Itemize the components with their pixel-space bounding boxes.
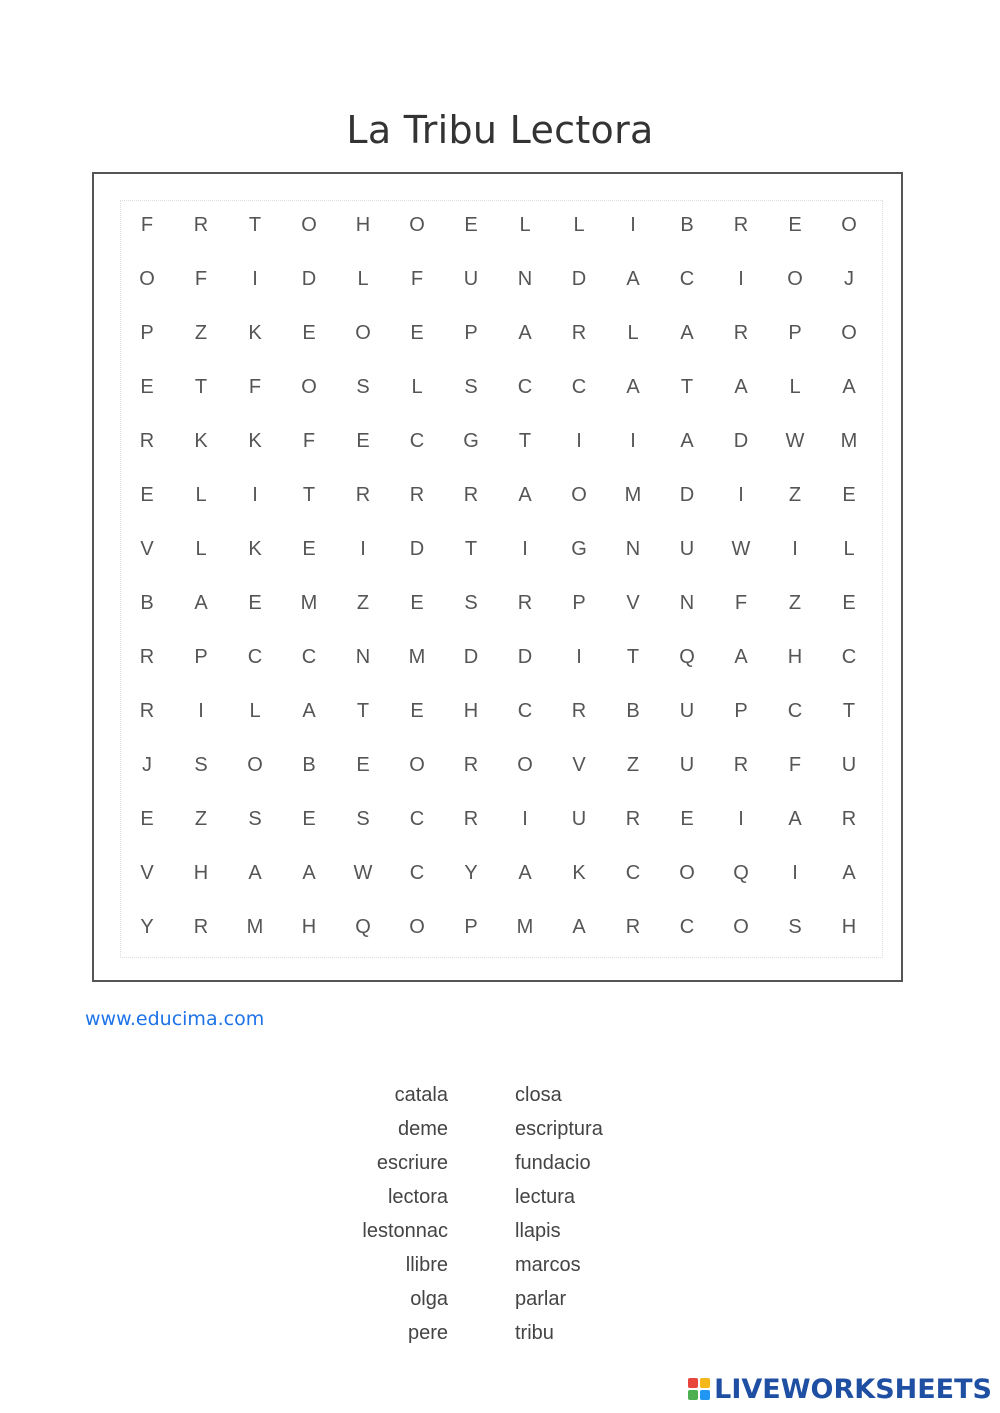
grid-letter-r11-c8[interactable]: O: [517, 754, 533, 776]
word-list-item: lectura: [515, 1186, 576, 1208]
grid-letter-r14-c14[interactable]: H: [841, 916, 857, 938]
grid-letter-r7-c12[interactable]: W: [731, 538, 751, 560]
grid-letter-r7-c6[interactable]: D: [409, 538, 425, 560]
grid-letter-r10-c3[interactable]: L: [249, 700, 261, 722]
word-list-item: pere: [407, 1322, 448, 1344]
grid-letter-r3-c2[interactable]: Z: [194, 322, 208, 344]
grid-letter-r13-c8[interactable]: A: [518, 862, 532, 884]
grid-letter-r1-c10[interactable]: I: [630, 214, 636, 236]
grid-letter-r6-c6[interactable]: R: [409, 484, 425, 506]
grid-letter-r3-c1[interactable]: P: [140, 322, 154, 344]
grid-letter-r10-c10[interactable]: B: [626, 700, 640, 722]
grid-letter-r14-c7[interactable]: P: [464, 916, 478, 938]
grid-letter-r2-c4[interactable]: D: [301, 268, 317, 290]
grid-letter-r6-c5[interactable]: R: [355, 484, 371, 506]
grid-letter-r5-c11[interactable]: A: [680, 430, 694, 452]
grid-letter-r3-c9[interactable]: R: [571, 322, 587, 344]
grid-letter-r9-c4[interactable]: C: [301, 646, 317, 668]
grid-letter-r12-c7[interactable]: R: [463, 808, 479, 830]
grid-letter-r11-c14[interactable]: U: [841, 754, 857, 776]
grid-letter-r2-c5[interactable]: L: [357, 268, 369, 290]
grid-letter-r11-c3[interactable]: O: [247, 754, 263, 776]
grid-letter-r6-c9[interactable]: O: [571, 484, 587, 506]
liveworksheets-wordmark: LIVEWORKSHEETS: [714, 1373, 992, 1405]
page-title: La Tribu Lectora: [346, 108, 654, 152]
grid-letter-r8-c7[interactable]: S: [464, 592, 478, 614]
grid-letter-r12-c5[interactable]: S: [356, 808, 370, 830]
grid-letter-r4-c3[interactable]: F: [248, 376, 262, 398]
grid-letter-r12-c13[interactable]: A: [788, 808, 802, 830]
grid-letter-r6-c4[interactable]: T: [302, 484, 316, 506]
grid-letter-r12-c2[interactable]: Z: [194, 808, 208, 830]
grid-letter-r13-c5[interactable]: W: [353, 862, 373, 884]
grid-letter-r9-c3[interactable]: C: [247, 646, 263, 668]
grid-letter-r14-c5[interactable]: Q: [355, 916, 371, 938]
grid-letter-r3-c12[interactable]: R: [733, 322, 749, 344]
grid-letter-r14-c10[interactable]: R: [625, 916, 641, 938]
grid-letter-r8-c1[interactable]: B: [140, 592, 154, 614]
grid-letter-r10-c5[interactable]: T: [356, 700, 370, 722]
grid-letter-r13-c13[interactable]: I: [792, 862, 798, 884]
grid-letter-r7-c14[interactable]: L: [843, 538, 855, 560]
grid-letter-r7-c1[interactable]: V: [140, 538, 154, 560]
grid-letter-r4-c11[interactable]: T: [680, 376, 694, 398]
word-list-item: llapis: [515, 1220, 561, 1242]
grid-letter-r4-c5[interactable]: S: [356, 376, 370, 398]
grid-letter-r3-c4[interactable]: E: [302, 322, 316, 344]
grid-letter-r11-c12[interactable]: R: [733, 754, 749, 776]
grid-letter-r8-c9[interactable]: P: [572, 592, 586, 614]
word-search-grid[interactable]: [120, 198, 876, 954]
grid-letter-r8-c5[interactable]: Z: [356, 592, 370, 614]
grid-letter-r2-c6[interactable]: F: [410, 268, 424, 290]
grid-letter-r8-c6[interactable]: E: [410, 592, 424, 614]
grid-letter-r11-c7[interactable]: R: [463, 754, 479, 776]
grid-letter-r2-c13[interactable]: O: [787, 268, 803, 290]
grid-letter-r4-c10[interactable]: A: [626, 376, 640, 398]
grid-letter-r10-c9[interactable]: R: [571, 700, 587, 722]
grid-letter-r6-c3[interactable]: I: [252, 484, 258, 506]
word-list-right: [515, 1080, 715, 1352]
grid-letter-r8-c8[interactable]: R: [517, 592, 533, 614]
grid-letter-r3-c10[interactable]: L: [627, 322, 639, 344]
grid-letter-r4-c14[interactable]: A: [842, 376, 856, 398]
grid-letter-r8-c12[interactable]: F: [734, 592, 748, 614]
grid-letter-r1-c6[interactable]: O: [409, 214, 425, 236]
word-list-item: escriptura: [515, 1118, 603, 1140]
word-list-item: deme: [397, 1118, 448, 1140]
grid-letter-r14-c6[interactable]: O: [409, 916, 425, 938]
grid-letter-r12-c6[interactable]: C: [409, 808, 425, 830]
word-list-item: marcos: [515, 1254, 581, 1276]
grid-letter-r14-c2[interactable]: R: [193, 916, 209, 938]
grid-letter-r9-c7[interactable]: D: [463, 646, 479, 668]
word-list-item: lectora: [387, 1186, 448, 1208]
grid-letter-r5-c6[interactable]: C: [409, 430, 425, 452]
grid-letter-r9-c14[interactable]: C: [841, 646, 857, 668]
grid-letter-r13-c1[interactable]: V: [140, 862, 154, 884]
grid-letter-r12-c8[interactable]: I: [522, 808, 528, 830]
grid-letter-r11-c10[interactable]: Z: [626, 754, 640, 776]
grid-letter-r11-c13[interactable]: F: [788, 754, 802, 776]
grid-letter-r14-c3[interactable]: M: [246, 916, 264, 938]
grid-letter-r6-c10[interactable]: M: [624, 484, 642, 506]
liveworksheets-brand[interactable]: [688, 1369, 992, 1409]
grid-letter-r7-c10[interactable]: N: [625, 538, 641, 560]
grid-letter-r3-c11[interactable]: A: [680, 322, 694, 344]
word-list-item: fundacio: [515, 1152, 591, 1174]
grid-letter-r3-c14[interactable]: O: [841, 322, 857, 344]
grid-letter-r9-c1[interactable]: R: [139, 646, 155, 668]
grid-letter-r4-c2[interactable]: T: [194, 376, 208, 398]
grid-letter-r3-c3[interactable]: K: [248, 322, 262, 344]
grid-letter-r3-c13[interactable]: P: [788, 322, 802, 344]
grid-letter-r11-c6[interactable]: O: [409, 754, 425, 776]
word-list-item: lestonnac: [362, 1220, 448, 1242]
grid-letter-r6-c12[interactable]: I: [738, 484, 744, 506]
grid-letter-r7-c13[interactable]: I: [792, 538, 798, 560]
grid-letter-r1-c7[interactable]: E: [464, 214, 478, 236]
grid-letter-r8-c4[interactable]: M: [300, 592, 318, 614]
grid-letter-r8-c2[interactable]: A: [194, 592, 208, 614]
grid-letter-r13-c3[interactable]: A: [248, 862, 262, 884]
grid-letter-r4-c12[interactable]: A: [734, 376, 748, 398]
grid-letter-r1-c9[interactable]: L: [573, 214, 585, 236]
word-list-item: llibre: [405, 1254, 448, 1276]
grid-letter-r7-c5[interactable]: I: [360, 538, 366, 560]
grid-letter-r7-c4[interactable]: E: [302, 538, 316, 560]
grid-letter-r9-c12[interactable]: A: [734, 646, 748, 668]
grid-letter-r10-c11[interactable]: U: [679, 700, 695, 722]
word-list-item: parlar: [515, 1288, 567, 1310]
grid-letter-r13-c12[interactable]: Q: [733, 862, 749, 884]
grid-letter-r3-c6[interactable]: E: [410, 322, 424, 344]
grid-letter-r10-c7[interactable]: H: [463, 700, 479, 722]
grid-letter-r14-c4[interactable]: H: [301, 916, 317, 938]
word-list-item: escriure: [376, 1152, 448, 1174]
grid-letter-r12-c14[interactable]: R: [841, 808, 857, 830]
grid-letter-r13-c2[interactable]: H: [193, 862, 209, 884]
grid-letter-r1-c14[interactable]: O: [841, 214, 857, 236]
grid-letter-r6-c14[interactable]: E: [842, 484, 856, 506]
grid-letter-r4-c4[interactable]: O: [301, 376, 317, 398]
grid-letter-r9-c10[interactable]: T: [626, 646, 640, 668]
grid-letter-r5-c8[interactable]: T: [518, 430, 532, 452]
grid-letter-r2-c14[interactable]: J: [844, 268, 854, 290]
grid-letter-r10-c14[interactable]: T: [842, 700, 856, 722]
grid-letter-r4-c8[interactable]: C: [517, 376, 533, 398]
grid-letter-r6-c1[interactable]: E: [140, 484, 154, 506]
grid-letter-r6-c7[interactable]: R: [463, 484, 479, 506]
grid-letter-r11-c9[interactable]: V: [572, 754, 586, 776]
grid-letter-r5-c1[interactable]: R: [139, 430, 155, 452]
grid-letter-r5-c2[interactable]: K: [194, 430, 208, 452]
grid-letter-r5-c10[interactable]: I: [630, 430, 636, 452]
grid-letter-r13-c10[interactable]: C: [625, 862, 641, 884]
grid-letter-r7-c2[interactable]: L: [195, 538, 207, 560]
grid-letter-r9-c5[interactable]: N: [355, 646, 371, 668]
grid-letter-r12-c1[interactable]: E: [140, 808, 154, 830]
grid-letter-r5-c4[interactable]: F: [302, 430, 316, 452]
grid-letter-r10-c1[interactable]: R: [139, 700, 155, 722]
word-list-item: olga: [410, 1288, 448, 1310]
grid-letter-r1-c5[interactable]: H: [355, 214, 371, 236]
grid-letter-r5-c14[interactable]: M: [840, 430, 858, 452]
grid-letter-r14-c8[interactable]: M: [516, 916, 534, 938]
grid-letter-r7-c7[interactable]: T: [464, 538, 478, 560]
grid-letter-r2-c8[interactable]: N: [517, 268, 533, 290]
grid-letter-r13-c6[interactable]: C: [409, 862, 425, 884]
grid-letter-r7-c3[interactable]: K: [248, 538, 262, 560]
educima-link[interactable]: www.educima.com: [85, 1008, 265, 1030]
grid-letter-r7-c11[interactable]: U: [679, 538, 695, 560]
grid-letter-r4-c1[interactable]: E: [140, 376, 154, 398]
grid-letter-r7-c8[interactable]: I: [522, 538, 528, 560]
grid-letter-r13-c7[interactable]: Y: [464, 862, 478, 884]
grid-letter-r4-c7[interactable]: S: [464, 376, 478, 398]
grid-letter-r1-c13[interactable]: E: [788, 214, 802, 236]
grid-letter-r12-c4[interactable]: E: [302, 808, 316, 830]
grid-letter-r11-c4[interactable]: B: [302, 754, 316, 776]
grid-letter-r1-c1[interactable]: F: [140, 214, 154, 236]
grid-letter-r2-c3[interactable]: I: [252, 268, 258, 290]
grid-letter-r14-c11[interactable]: C: [679, 916, 695, 938]
grid-letter-r9-c13[interactable]: H: [787, 646, 803, 668]
grid-letter-r9-c9[interactable]: I: [576, 646, 582, 668]
grid-letter-r10-c8[interactable]: C: [517, 700, 533, 722]
grid-letter-r2-c7[interactable]: U: [463, 268, 479, 290]
grid-letter-r9-c8[interactable]: D: [517, 646, 533, 668]
grid-letter-r1-c3[interactable]: T: [248, 214, 262, 236]
grid-letter-r8-c14[interactable]: E: [842, 592, 856, 614]
grid-letter-r9-c2[interactable]: P: [194, 646, 208, 668]
grid-letter-r13-c4[interactable]: A: [302, 862, 316, 884]
grid-letter-r7-c9[interactable]: G: [571, 538, 587, 560]
grid-letter-r6-c2[interactable]: L: [195, 484, 207, 506]
grid-letter-r14-c9[interactable]: A: [572, 916, 586, 938]
grid-letter-r9-c6[interactable]: M: [408, 646, 426, 668]
grid-letter-r10-c13[interactable]: C: [787, 700, 803, 722]
word-list-item: catala: [394, 1084, 448, 1106]
grid-letter-r3-c7[interactable]: P: [464, 322, 478, 344]
grid-letter-r5-c7[interactable]: G: [463, 430, 479, 452]
grid-letter-r13-c14[interactable]: A: [842, 862, 856, 884]
word-list-item: tribu: [515, 1322, 554, 1344]
grid-letter-r1-c11[interactable]: B: [680, 214, 694, 236]
liveworksheets-logo-icon: [688, 1378, 710, 1400]
grid-letter-r12-c3[interactable]: S: [248, 808, 262, 830]
grid-letter-r10-c12[interactable]: P: [734, 700, 748, 722]
grid-letter-r10-c2[interactable]: I: [198, 700, 204, 722]
grid-letter-r8-c11[interactable]: N: [679, 592, 695, 614]
grid-letter-r1-c8[interactable]: L: [519, 214, 531, 236]
grid-letter-r6-c8[interactable]: A: [518, 484, 532, 506]
grid-letter-r5-c5[interactable]: E: [356, 430, 370, 452]
grid-letter-r2-c12[interactable]: I: [738, 268, 744, 290]
grid-letter-r5-c13[interactable]: W: [785, 430, 805, 452]
grid-letter-r4-c13[interactable]: L: [789, 376, 801, 398]
grid-letter-r13-c11[interactable]: O: [679, 862, 695, 884]
word-list-left: [300, 1080, 448, 1352]
grid-letter-r11-c2[interactable]: S: [194, 754, 208, 776]
grid-letter-r5-c9[interactable]: I: [576, 430, 582, 452]
grid-letter-r4-c6[interactable]: L: [411, 376, 423, 398]
grid-letter-r11-c5[interactable]: E: [356, 754, 370, 776]
grid-letter-r2-c1[interactable]: O: [139, 268, 155, 290]
grid-letter-r5-c12[interactable]: D: [733, 430, 749, 452]
grid-letter-r2-c2[interactable]: F: [194, 268, 208, 290]
grid-letter-r8-c3[interactable]: E: [248, 592, 262, 614]
grid-letter-r8-c10[interactable]: V: [626, 592, 640, 614]
grid-letter-r5-c3[interactable]: K: [248, 430, 262, 452]
grid-letter-r6-c13[interactable]: Z: [788, 484, 802, 506]
grid-letter-r14-c1[interactable]: Y: [140, 916, 154, 938]
grid-letter-r12-c12[interactable]: I: [738, 808, 744, 830]
grid-letter-r4-c9[interactable]: C: [571, 376, 587, 398]
grid-letter-r10-c4[interactable]: A: [302, 700, 316, 722]
grid-letter-r1-c4[interactable]: O: [301, 214, 317, 236]
grid-letter-r1-c12[interactable]: R: [733, 214, 749, 236]
grid-letter-r6-c11[interactable]: D: [679, 484, 695, 506]
grid-letter-r3-c8[interactable]: A: [518, 322, 532, 344]
grid-letter-r11-c11[interactable]: U: [679, 754, 695, 776]
grid-letter-r11-c1[interactable]: J: [142, 754, 152, 776]
grid-letter-r12-c9[interactable]: U: [571, 808, 587, 830]
grid-letter-r12-c10[interactable]: R: [625, 808, 641, 830]
grid-letter-r12-c11[interactable]: E: [680, 808, 694, 830]
grid-letter-r2-c10[interactable]: A: [626, 268, 640, 290]
grid-letter-r14-c12[interactable]: O: [733, 916, 749, 938]
grid-letter-r3-c5[interactable]: O: [355, 322, 371, 344]
grid-letter-r1-c2[interactable]: R: [193, 214, 209, 236]
grid-letter-r8-c13[interactable]: Z: [788, 592, 802, 614]
grid-letter-r10-c6[interactable]: E: [410, 700, 424, 722]
word-list-item: closa: [515, 1084, 562, 1106]
grid-letter-r14-c13[interactable]: S: [788, 916, 802, 938]
grid-letter-r2-c9[interactable]: D: [571, 268, 587, 290]
grid-letter-r2-c11[interactable]: C: [679, 268, 695, 290]
grid-letter-r9-c11[interactable]: Q: [679, 646, 695, 668]
grid-letter-r13-c9[interactable]: K: [572, 862, 586, 884]
